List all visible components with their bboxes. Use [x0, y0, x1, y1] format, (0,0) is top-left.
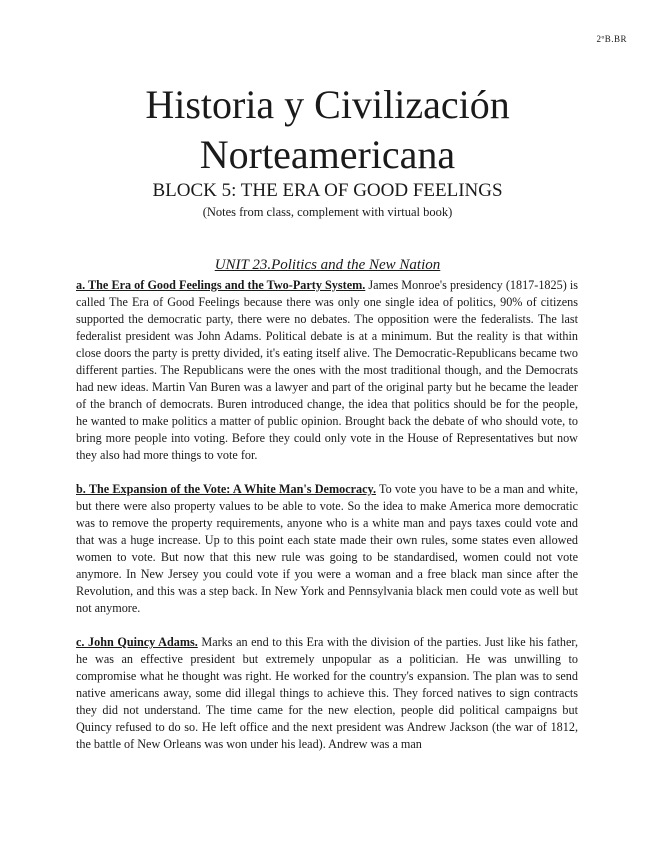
section-b-text: To vote you have to be a man and white, but there were also property values to be able to vote. So the idea to make America more democratic was to remove the property requirements, anyone who is a white man and pays taxes could vote and that was a huge increase. Up to this point each state made their own rules, some states even allowed women to vote. But now that this new rule was going to be standardised, women could not vote anymore. In New Jersey you could vote if you were a woman and a free black man since after the Revolution, and this was a step back. In New York and Pennsylvania black men could vote as well but not anymore. — [76, 482, 578, 615]
class-note: (Notes from class, complement with virtual book) — [202, 205, 453, 219]
unit-heading: UNIT 23.Politics and the New Nation — [214, 257, 441, 273]
section-b-heading: b. The Expansion of the Vote: A White Man's Democracy. — [76, 482, 377, 496]
section-b — [76, 481, 578, 617]
page-title — [0, 80, 655, 180]
section-a — [76, 277, 578, 464]
document-body — [76, 277, 578, 770]
header-tag: 2ºB.BR — [596, 34, 627, 44]
title-line-1: Historia y Civilización — [145, 82, 510, 127]
section-c-heading: c. John Quincy Adams. — [76, 635, 198, 649]
section-a-text: James Monroe's presidency (1817-1825) is called The Era of Good Feelings because there was only one single idea of politics, 90% of citizens supported the democratic party, there were no debates. The opposition were the federalists. The last federalist president was John Adams. Political debate is at a minimum. But the reality is that within close doors the party is pretty divided, it's eating itself alive. The Democratic-Republicans became two different parties. The Republicans were the ones with the most traditional though, and the Democrats had new ideas. Martin Van Buren was a lawyer and part of the original party but he became the leader of the branch of democrats. Buren introduced change, the idea that politics should be for the people, he wanted to make politics a matter of public opinion. Brought back the debate of who should vote, to bring more people into voting. Before they could only vote in the House of Representatives but now they also had more things to vote for. — [76, 278, 579, 462]
section-c — [76, 634, 578, 753]
section-a-heading: a. The Era of Good Feelings and the Two-Party System. — [76, 278, 366, 292]
section-c-text: Marks an end to this Era with the division of the parties. Just like his father, he was an effective president but extremely unpopular as a politician. He was unwilling to compromise what he thought was right. He worked for the country's expansion. The plan was to send native americans away, some did illegal things to achieve this. They forced natives to sign contracts they did not understand. The time came for the new election, people did political campaigns but Quincy refused to do so. He left office and the next president was Andrew Jackson (the war of 1812, the battle of New Orleans was won under his lead). Andrew was a man — [76, 635, 578, 751]
title-line-2: Norteamericana — [199, 132, 456, 177]
block-title: BLOCK 5: THE ERA OF GOOD FEELINGS — [152, 180, 503, 201]
